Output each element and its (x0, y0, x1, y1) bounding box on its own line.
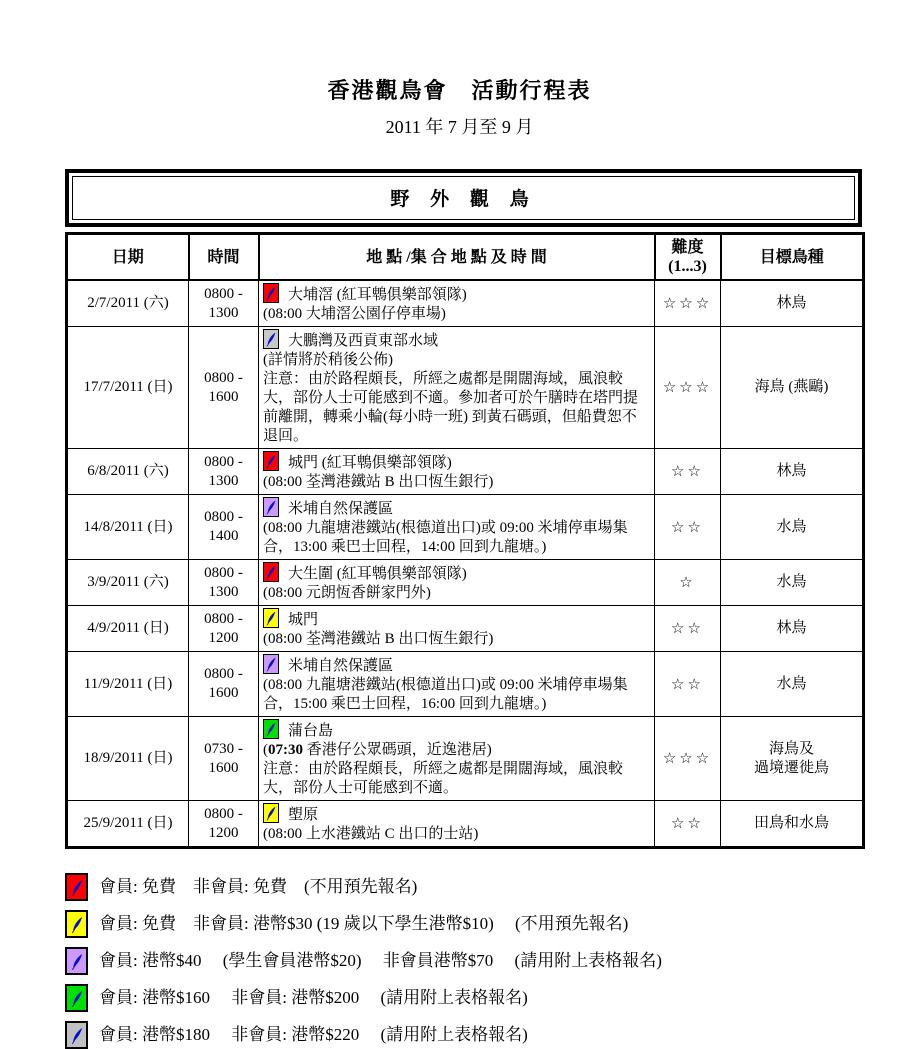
feather-icon (70, 952, 84, 971)
cell-location (259, 717, 655, 801)
cell-difficulty: ☆☆☆ (655, 280, 721, 327)
cell-location (259, 560, 655, 606)
feather-icon (70, 915, 84, 934)
location-title: 城門 (紅耳鵯俱樂部領隊) (288, 455, 452, 471)
feather-icon (265, 285, 277, 301)
legend-text: 會員: 免費 非會員: 免費 (不用預先報名) (99, 877, 418, 896)
cell-difficulty: ☆☆ (655, 606, 721, 652)
location-title: 米埔自然保護區 (288, 658, 394, 674)
cell-target-birds: 田鳥和水鳥 (721, 801, 864, 848)
cell-target-birds: 海鳥及 過境遷徙鳥 (721, 717, 864, 801)
location-title: 城門 (288, 612, 319, 628)
cell-location (259, 652, 655, 717)
activity-note: 注意：由於路程頗長，所經之處都是開闊海域，風浪較大，部份人士可能感到不適。參加者可於午膳時在塔門提前離開，轉乘小輪(每小時一班) 到黃石碼頭，但船費恕不退回。 (263, 371, 639, 444)
cell-date: 3/9/2011 (六) (67, 560, 189, 606)
fee-category-icon (263, 803, 279, 823)
fee-category-icon (263, 497, 279, 517)
feather-icon (265, 499, 277, 515)
cell-difficulty: ☆☆ (655, 652, 721, 717)
cell-target-birds: 水鳥 (721, 652, 864, 717)
meeting-info: (08:00 九龍塘港鐵站(根德道出口)或 09:00 米埔停車場集合，13:00 乘巴士回程，14:00 回到九龍塘。) (263, 520, 628, 555)
meeting-time-bold: 07:30 (268, 742, 303, 758)
cell-time: 0800 - 1300 (189, 560, 259, 606)
cell-time: 0800 - 1400 (189, 495, 259, 560)
cell-location (259, 449, 655, 495)
section-header-box (65, 169, 862, 227)
fee-category-icon (65, 910, 88, 938)
meeting-info: (08:00 大埔滘公園仔停車場) (263, 306, 446, 322)
legend-text: 會員: 港幣$160 非會員: 港幣$200 (請用附上表格報名) (99, 988, 528, 1007)
cell-date: 4/9/2011 (日) (67, 606, 189, 652)
cell-date: 18/9/2011 (日) (67, 717, 189, 801)
fee-category-icon (263, 283, 279, 303)
fee-category-icon (263, 329, 279, 349)
cell-difficulty: ☆☆ (655, 801, 721, 848)
cell-difficulty: ☆☆☆ (655, 717, 721, 801)
activity-row (67, 801, 864, 848)
activity-row (67, 327, 864, 449)
cell-date: 25/9/2011 (日) (67, 801, 189, 848)
cell-difficulty: ☆☆☆ (655, 327, 721, 449)
feather-icon (265, 721, 277, 737)
activity-row (67, 495, 864, 560)
feather-icon (265, 331, 277, 347)
cell-time: 0800 - 1600 (189, 327, 259, 449)
cell-time: 0730 - 1600 (189, 717, 259, 801)
location-title: 大生圍 (紅耳鵯俱樂部領隊) (288, 566, 467, 582)
meeting-info: (08:00 九龍塘港鐵站(根德道出口)或 09:00 米埔停車場集合，15:00 乘巴士回程，16:00 回到九龍塘。) (263, 677, 628, 712)
meeting-info: (07:30 香港仔公眾碼頭，近逸港居) (263, 742, 492, 758)
activities-table (65, 232, 865, 849)
activity-row (67, 280, 864, 327)
feather-icon (265, 656, 277, 672)
section-title: 野 外 觀 鳥 (72, 176, 855, 220)
legend-text: 會員: 港幣$40 (學生會員港幣$20) 非會員港幣$70 (請用附上表格報名) (99, 951, 662, 970)
fee-category-icon (263, 608, 279, 628)
feather-icon (265, 564, 277, 580)
fee-category-icon (65, 873, 88, 901)
legend-text: 會員: 免費 非會員: 港幣$30 (19 歲以下學生港幣$10) (不用預先報名) (99, 914, 629, 933)
cell-location (259, 280, 655, 327)
cell-target-birds: 林鳥 (721, 280, 864, 327)
cell-location (259, 327, 655, 449)
header-target: 目標鳥種 (721, 234, 864, 281)
table-header-row (67, 234, 864, 281)
cell-target-birds: 林鳥 (721, 449, 864, 495)
cell-target-birds: 林鳥 (721, 606, 864, 652)
legend-item (65, 984, 919, 1012)
meeting-info: (08:00 荃灣港鐵站 B 出口恆生銀行) (263, 631, 494, 647)
activity-row (67, 652, 864, 717)
feather-icon (265, 453, 277, 469)
legend-item (65, 910, 919, 938)
cell-date: 6/8/2011 (六) (67, 449, 189, 495)
legend-item (65, 873, 919, 901)
legend-item (65, 947, 919, 975)
header-difficulty-scale: (1...3) (668, 258, 707, 275)
activity-row (67, 449, 864, 495)
fee-category-icon (263, 654, 279, 674)
page-subtitle: 2011 年 7 月至 9 月 (385, 117, 534, 137)
cell-date: 2/7/2011 (六) (67, 280, 189, 327)
meeting-info: (08:00 元朗恆香餅家門外) (263, 585, 431, 601)
legend-item (65, 1021, 919, 1049)
cell-difficulty: ☆☆ (655, 495, 721, 560)
cell-target-birds: 水鳥 (721, 560, 864, 606)
feather-icon (265, 805, 277, 821)
cell-difficulty: ☆☆ (655, 449, 721, 495)
meeting-info: (08:00 荃灣港鐵站 B 出口恆生銀行) (263, 474, 494, 490)
feather-icon (70, 878, 84, 897)
fee-category-icon (263, 451, 279, 471)
cell-time: 0800 - 1300 (189, 280, 259, 327)
location-title: 米埔自然保護區 (288, 501, 394, 517)
meeting-info: (詳情將於稍後公佈) (263, 352, 393, 368)
fee-category-icon (65, 984, 88, 1012)
header-location: 地 點 /集 合 地 點 及 時 間 (259, 234, 655, 281)
cell-target-birds: 水鳥 (721, 495, 864, 560)
fee-category-icon (263, 562, 279, 582)
feather-icon (265, 610, 277, 626)
header-time: 時間 (189, 234, 259, 281)
header-difficulty (655, 234, 721, 281)
activity-row (67, 717, 864, 801)
location-title: 蒲台島 (288, 723, 334, 739)
cell-time: 0800 - 1300 (189, 449, 259, 495)
cell-location (259, 495, 655, 560)
location-title: 大埔滘 (紅耳鵯俱樂部領隊) (288, 287, 467, 303)
cell-location (259, 801, 655, 848)
activity-row (67, 560, 864, 606)
cell-time: 0800 - 1200 (189, 606, 259, 652)
header-date: 日期 (67, 234, 189, 281)
feather-icon (70, 1026, 84, 1045)
cell-time: 0800 - 1200 (189, 801, 259, 848)
cell-location (259, 606, 655, 652)
activity-note: 注意：由於路程頗長，所經之處都是開闊海域，風浪較大，部份人士可能感到不適。 (263, 761, 624, 796)
fee-legend (65, 873, 919, 1049)
cell-date: 11/9/2011 (日) (67, 652, 189, 717)
fee-category-icon (65, 947, 88, 975)
page-title: 香港觀鳥會 活動行程表 (327, 78, 592, 103)
activity-row (67, 606, 864, 652)
location-title: 大鵬灣及西貢東部水域 (288, 333, 439, 349)
header-difficulty-label: 難度 (671, 239, 704, 256)
cell-date: 17/7/2011 (日) (67, 327, 189, 449)
meeting-info: (08:00 上水港鐵站 C 出口的士站) (263, 826, 479, 842)
fee-category-icon (65, 1021, 88, 1049)
cell-difficulty: ☆ (655, 560, 721, 606)
cell-date: 14/8/2011 (日) (67, 495, 189, 560)
cell-target-birds: 海鳥 (燕鷗) (721, 327, 864, 449)
fee-category-icon (263, 719, 279, 739)
feather-icon (70, 989, 84, 1008)
cell-time: 0800 - 1600 (189, 652, 259, 717)
legend-text: 會員: 港幣$180 非會員: 港幣$220 (請用附上表格報名) (99, 1025, 528, 1044)
location-title: 塱原 (288, 807, 319, 823)
